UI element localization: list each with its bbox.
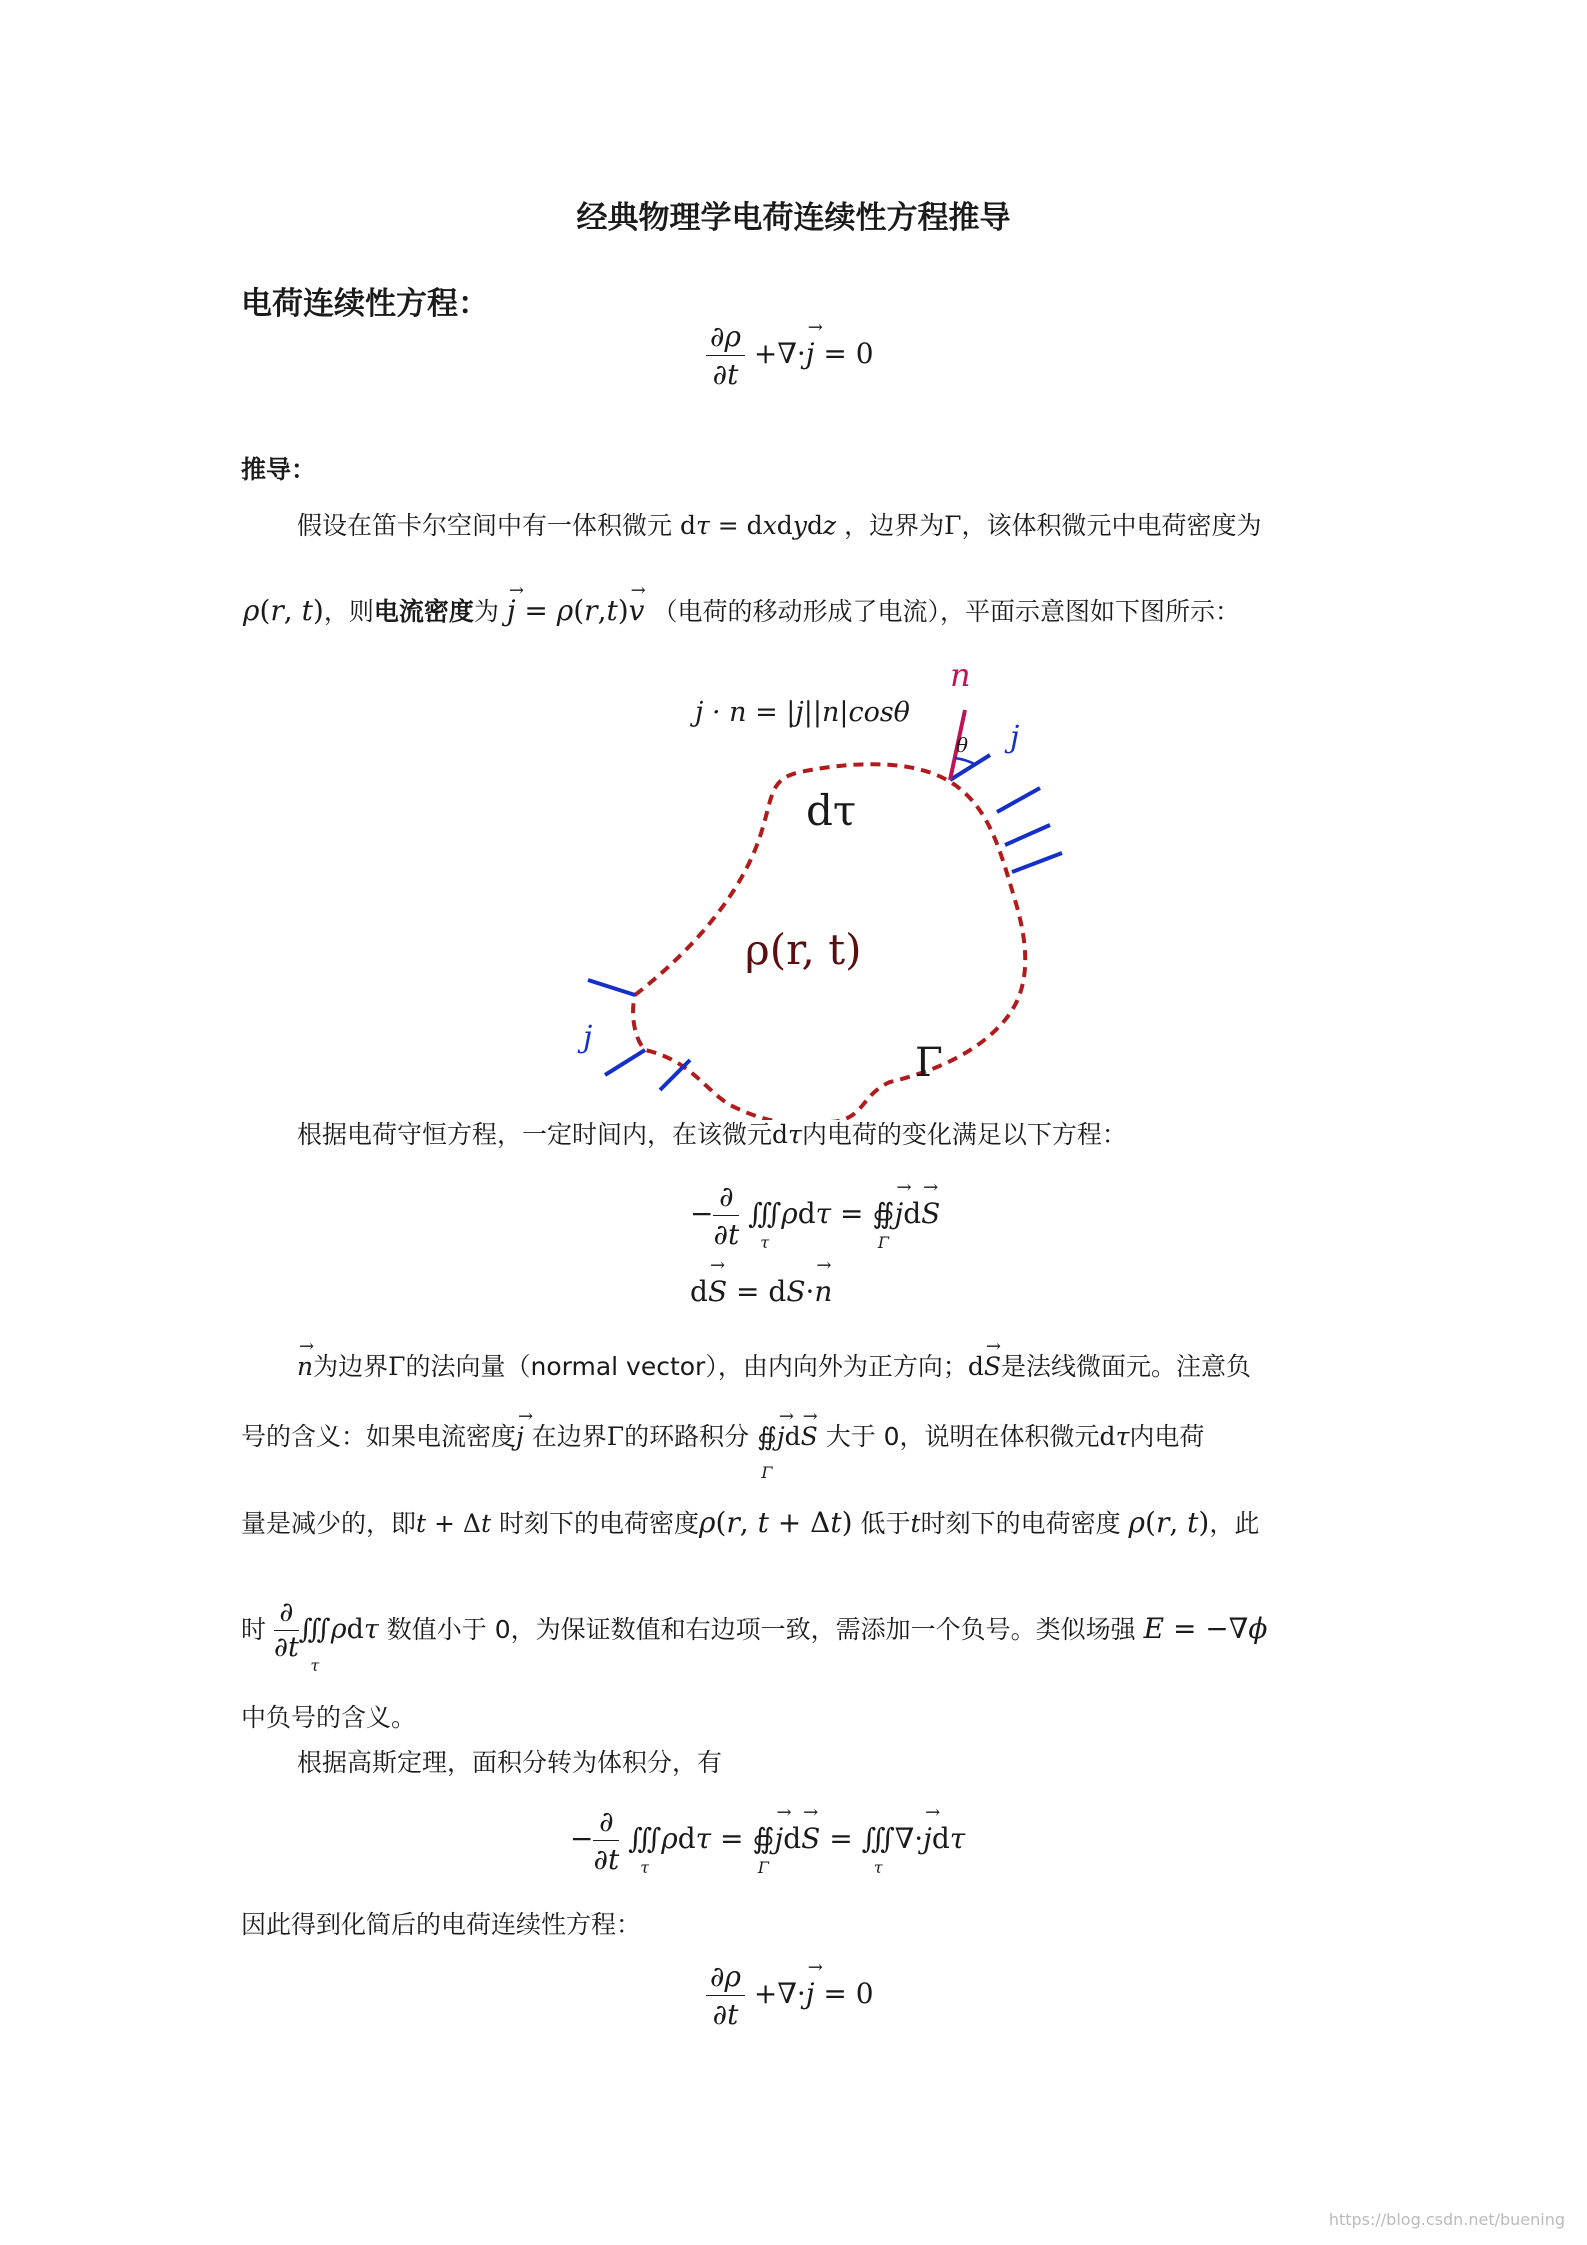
page-title: 经典物理学电荷连续性方程推导 <box>576 200 1011 236</box>
theta-label: θ <box>956 733 969 757</box>
paragraph-3: 根据电荷守恒方程，一定时间内，在该微元dτ内电荷的变化满足以下方程： <box>297 1120 1127 1149</box>
rho-label: ρ(r, t) <box>745 925 862 974</box>
j-line <box>1012 853 1062 872</box>
section-heading: 电荷连续性方程： <box>241 286 489 322</box>
j-line <box>588 980 635 995</box>
paragraph-7: 时 $\frac{\partial}{\partial t}$ ∭ τ ρdτ 数值小于 0，为保证数值和右边项一致，需添加一个负号。类似场强 E = −∇ϕ <box>241 1597 1268 1675</box>
paragraph-2: ρ(r, t)，则电流密度为 → j = ρ(r,t)→ v （电荷的移动形成了电流），平面示意图如下图所示： <box>243 596 1240 627</box>
dtau-label: dτ <box>806 786 857 835</box>
gauss-equation: − $\frac{\partial}{\partial t}$ ∭ τ ρdτ = ∯ Γ → jd→ S = ∭ τ ∇·→ jdτ <box>570 1805 965 1876</box>
paragraph-10: 因此得到化简后的电荷连续性方程： <box>241 1910 642 1939</box>
paragraph-8: 中负号的含义。 <box>241 1703 417 1732</box>
conservation-equation: − $\frac{\partial}{\partial t}$ ∭ τ ρdτ = ∯ Γ → jd→ S <box>690 1180 940 1251</box>
derivation-heading: 推导： <box>241 455 317 484</box>
fraction: $\frac{\partial\rho}{\partial t}$ <box>706 320 745 391</box>
j-line <box>660 1060 690 1090</box>
paragraph-4: → n为边界Γ的法向量（normal vector），由内向外为正方向；d→ S是法线微面元。注意负 <box>297 1352 1251 1382</box>
paragraph-5: 号的含义：如果电流密度→ j 在边界Γ的环路积分 ∯ Γ → jd→ S 大于 0，说明在体积微元dτ内电荷 <box>241 1422 1204 1452</box>
paragraph-9: 根据高斯定理，面积分转为体积分，有 <box>297 1748 723 1777</box>
j-line <box>605 1050 645 1075</box>
theta-arc <box>955 758 976 765</box>
gamma-label: Γ <box>915 1040 943 1086</box>
surface-element-equation: d→ S = dS·→ n <box>690 1275 832 1308</box>
inline-math: dτ = dxdydz <box>679 511 837 540</box>
continuity-equation-top: $\frac{\partial\rho}{\partial t}$ +∇·→ j = 0 <box>706 320 874 391</box>
j-label-right: j <box>1010 720 1020 755</box>
j-line <box>997 788 1040 812</box>
watermark: https://blog.csdn.net/buening <box>1328 2210 1565 2229</box>
figure-formula: j · n = |j||n|cosθ <box>695 697 910 728</box>
paragraph-6: 量是减少的，即t + Δt 时刻下的电荷密度ρ(r, t + Δt) 低于t时刻下的电荷密度 ρ(r, t)，此 <box>241 1506 1260 1539</box>
paragraph-1: 假设在笛卡尔空间中有一体积微元 dτ = dxdydz ，边界为Γ，该体积微元中电荷密度为 <box>297 511 1262 540</box>
continuity-equation-final: $\frac{\partial\rho}{\partial t}$ +∇·→ j = 0 <box>706 1960 874 2031</box>
j-line <box>1005 825 1050 845</box>
normal-label: n <box>950 656 971 694</box>
j-label-left: j <box>583 1020 593 1055</box>
